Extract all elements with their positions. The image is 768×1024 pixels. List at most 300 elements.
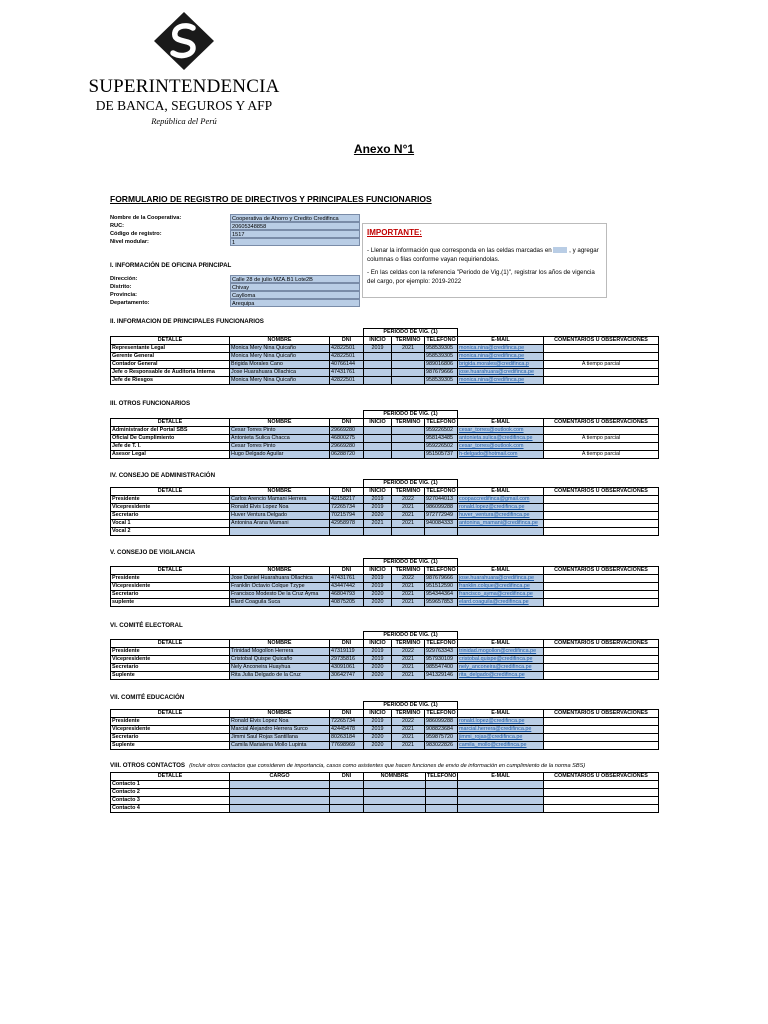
email-cell[interactable] xyxy=(458,781,544,789)
comentarios-cell[interactable] xyxy=(544,512,659,520)
dni-cell[interactable]: 42822501 xyxy=(330,353,364,361)
inicio-cell[interactable] xyxy=(364,353,392,361)
department-label: Departamento: xyxy=(110,300,150,306)
table-consejo-vigilancia xyxy=(110,558,659,607)
termino-cell[interactable]: 2021 xyxy=(392,672,425,680)
nombre-cell[interactable]: Rita Julia Delgado de la Cruz xyxy=(230,672,330,680)
email-cell[interactable]: jose.huarahuara@credifinca.pe xyxy=(458,369,544,377)
annex-title: Anexo N°1 xyxy=(353,142,415,156)
section-title-consejo-administracion: IV. CONSEJO DE ADMINISTRACIÓN xyxy=(110,472,216,479)
email-cell[interactable]: monica.nina@credifinca.pe xyxy=(458,345,544,353)
termino-cell[interactable] xyxy=(392,451,425,459)
header-email: E-MAIL xyxy=(458,710,544,718)
contacts-section-title: VIII. OTROS CONTACTOS (Incluir otros contactos que consideren de importancia, casos como asistentes que hacen funciones de envio de información en cumplimiento de la norma SBS) xyxy=(110,762,586,769)
telefono-cell[interactable]: 959226502 xyxy=(425,427,458,435)
termino-cell[interactable]: 2022 xyxy=(392,496,425,504)
province-label: Provincia: xyxy=(110,292,138,298)
comentarios-cell[interactable] xyxy=(544,797,659,805)
header-termino: TERMINO xyxy=(392,419,425,427)
dni-cell[interactable]: 29669280 xyxy=(330,427,364,435)
telefono-cell[interactable]: 958539305 xyxy=(425,377,458,385)
table-otros-funcionarios xyxy=(110,410,659,459)
inicio-cell[interactable]: 2019 xyxy=(364,656,392,664)
comentarios-cell[interactable] xyxy=(544,599,659,607)
email-cell[interactable] xyxy=(458,789,544,797)
ruc-field[interactable]: 20605348858 xyxy=(230,222,360,230)
contact-row xyxy=(111,797,659,805)
comentarios-cell[interactable] xyxy=(544,520,659,528)
email-cell[interactable]: jimmi_rojas@credifinca.pe xyxy=(458,734,544,742)
address-label: Dirección: xyxy=(110,276,138,282)
inicio-cell[interactable]: 2019 xyxy=(364,345,392,353)
nombre-cell[interactable]: Cristobal Quispe Quicaño xyxy=(230,656,330,664)
nombre-cell[interactable]: Monica Mery Nina Quicaño xyxy=(230,377,330,385)
detalle-cell: Vicepresidente xyxy=(111,726,230,734)
email-cell[interactable]: trinidad.mogollon@credifinca.pe xyxy=(458,648,544,656)
inicio-cell[interactable]: 2019 xyxy=(364,496,392,504)
coop-name-field[interactable]: Cooperativa de Ahorro y Credito Credifinca xyxy=(230,214,360,222)
header-inicio: INICIO xyxy=(364,710,392,718)
inicio-cell[interactable]: 2019 xyxy=(364,726,392,734)
nombre-cell[interactable]: Cesar Torres Pinto xyxy=(230,443,330,451)
detalle-cell: Vocal 1 xyxy=(111,520,230,528)
email-cell[interactable]: nely_anconeira@credifinca.pe xyxy=(458,664,544,672)
dni-cell[interactable] xyxy=(330,781,364,789)
comentarios-cell[interactable]: A tiempo parcial xyxy=(544,361,659,369)
email-cell[interactable]: ronald.lopez@credifinca.pe xyxy=(458,504,544,512)
detalle-cell: Representante Legal xyxy=(111,345,230,353)
header-comentarios: COMENTARIOS U OBSERVACIONES xyxy=(544,488,659,496)
period-header: PERIODO DE VIG. (1) xyxy=(364,632,458,640)
nombre-cell[interactable]: Carlos Arencio Mamani Herrera xyxy=(230,496,330,504)
inicio-cell[interactable]: 2020 xyxy=(364,664,392,672)
contact-row xyxy=(111,789,659,797)
detalle-cell: Contador General xyxy=(111,361,230,369)
cargo-cell[interactable] xyxy=(230,797,330,805)
email-cell[interactable]: coopaccredifinca@gmail.com xyxy=(458,496,544,504)
comentarios-cell[interactable] xyxy=(544,789,659,797)
contact-label: Contacto 4 xyxy=(111,805,230,813)
nombre-cell[interactable]: Cesar Torres Pinto xyxy=(230,427,330,435)
email-cell[interactable] xyxy=(458,797,544,805)
registry-code-field[interactable]: 1517 xyxy=(230,230,360,238)
nombre-cell[interactable]: Elard Coaguila Suca xyxy=(230,599,330,607)
email-cell[interactable]: marcial.herrera@credifinca.pe xyxy=(458,726,544,734)
email-cell[interactable]: huver_ventura@credifinca.pe xyxy=(458,512,544,520)
cargo-cell[interactable] xyxy=(230,781,330,789)
nombre-cell[interactable]: Franklin Octavio Colque Tzype xyxy=(230,583,330,591)
comentarios-cell[interactable] xyxy=(544,718,659,726)
comentarios-cell[interactable] xyxy=(544,656,659,664)
comentarios-cell[interactable] xyxy=(544,734,659,742)
telefono-cell[interactable] xyxy=(426,797,458,805)
header-termino: TERMINO xyxy=(392,488,425,496)
inicio-cell[interactable]: 2020 xyxy=(364,734,392,742)
termino-cell[interactable]: 2022 xyxy=(392,718,425,726)
dni-cell[interactable]: 42158217 xyxy=(330,496,364,504)
telefono-cell[interactable]: 951505737 xyxy=(425,451,458,459)
dni-cell[interactable]: 46800275 xyxy=(330,435,364,443)
nombre-cell[interactable]: Monica Mery Nina Quicaño xyxy=(230,345,330,353)
inicio-cell[interactable] xyxy=(364,443,392,451)
cargo-cell[interactable] xyxy=(230,789,330,797)
table-row xyxy=(111,435,659,443)
dni-cell[interactable]: 42445478 xyxy=(330,726,364,734)
inicio-cell[interactable] xyxy=(364,377,392,385)
email-cell[interactable]: antonieta.sulica@credifinca.pe xyxy=(458,435,544,443)
contact-label: Contacto 2 xyxy=(111,789,230,797)
email-cell[interactable]: franklin.colque@credifinca.pe xyxy=(458,583,544,591)
termino-cell[interactable]: 2021 xyxy=(392,599,425,607)
email-cell[interactable]: cesar_torres@outlook.com xyxy=(458,443,544,451)
telefono-cell[interactable]: 987679666 xyxy=(425,369,458,377)
termino-cell[interactable] xyxy=(392,443,425,451)
telefono-cell[interactable]: 986099288 xyxy=(425,504,458,512)
termino-cell[interactable]: 2021 xyxy=(392,583,425,591)
detalle-cell: Suplente xyxy=(111,672,230,680)
dni-cell[interactable]: 29735816 xyxy=(330,656,364,664)
email-cell[interactable]: jose.huarahuara@credifinca.pe xyxy=(458,575,544,583)
table-row xyxy=(111,369,659,377)
period-header-row xyxy=(111,702,659,710)
termino-cell[interactable]: 2021 xyxy=(392,520,425,528)
important-line-1: - Llenar la información que corresponda en las celdas marcadas en , y agregar columnas o filas conforme vayan requiriendolas. xyxy=(367,247,599,263)
comentarios-cell[interactable]: A tiempo parcial xyxy=(544,435,659,443)
inicio-cell[interactable]: 2019 xyxy=(364,504,392,512)
email-cell[interactable]: elard.coaguila@credifinca.pe xyxy=(458,599,544,607)
inicio-cell[interactable]: 2019 xyxy=(364,575,392,583)
dni-cell[interactable]: 47431761 xyxy=(330,369,364,377)
header-nombre: NOMBRE xyxy=(230,419,330,427)
header-telefono: TELÉFONO xyxy=(426,640,456,646)
section-title-comite-electoral: VI. COMITÉ ELECTORAL xyxy=(110,622,183,629)
header-comentarios: COMENTARIOS U OBSERVACIONES xyxy=(544,337,659,345)
header-comentarios: COMENTARIOS U OBSERVACIONES xyxy=(544,640,659,648)
telefono-cell[interactable]: 940084333 xyxy=(425,520,458,528)
nombre-cell[interactable] xyxy=(364,789,426,797)
dni-cell[interactable]: 43447442 xyxy=(330,583,364,591)
table-consejo-administracion xyxy=(110,479,659,536)
dni-cell[interactable]: 30642747 xyxy=(330,672,364,680)
table-row xyxy=(111,718,659,726)
contact-row xyxy=(111,805,659,813)
table-row xyxy=(111,377,659,385)
telefono-cell[interactable]: 908823684 xyxy=(425,726,458,734)
district-label: Distrito: xyxy=(110,284,132,290)
dni-cell[interactable]: 72265734 xyxy=(330,504,364,512)
telefono-cell[interactable]: 941329146 xyxy=(425,672,458,680)
period-header-row xyxy=(111,329,659,337)
header-telefono: TELÉFONO xyxy=(427,773,457,779)
email-cell[interactable]: cesar_torres@outlook.com xyxy=(458,427,544,435)
nombre-cell[interactable]: Trinidad Mogollon Herrera xyxy=(230,648,330,656)
header-inicio: INICIO xyxy=(364,640,392,648)
table-row xyxy=(111,443,659,451)
detalle-cell: Vicepresidente xyxy=(111,504,230,512)
contacts-table xyxy=(110,772,659,813)
table-row xyxy=(111,648,659,656)
dni-cell[interactable]: 77698969 xyxy=(330,742,364,750)
cargo-cell[interactable] xyxy=(230,805,330,813)
detalle-cell: Gerente General xyxy=(111,353,230,361)
nombre-cell[interactable]: Antonina Arana Mamani xyxy=(230,520,330,528)
header-row xyxy=(111,640,659,648)
telefono-cell[interactable]: 958539305 xyxy=(425,353,458,361)
dni-cell[interactable]: 47319119 xyxy=(330,648,364,656)
telefono-cell[interactable] xyxy=(426,789,458,797)
dni-cell[interactable]: 72265734 xyxy=(330,718,364,726)
nombre-cell[interactable] xyxy=(364,781,426,789)
termino-cell[interactable] xyxy=(392,377,425,385)
termino-cell[interactable]: 2021 xyxy=(392,504,425,512)
telefono-cell[interactable] xyxy=(426,781,458,789)
dni-cell[interactable] xyxy=(330,528,364,536)
header-termino: TERMINO xyxy=(392,640,425,648)
inicio-cell[interactable]: 2020 xyxy=(364,599,392,607)
modular-level-field[interactable]: 1 xyxy=(230,238,360,246)
nombre-cell[interactable]: Monica Mery Nina Quicaño xyxy=(230,353,330,361)
table-row xyxy=(111,672,659,680)
header-row xyxy=(111,419,659,427)
termino-cell[interactable]: 2021 xyxy=(392,345,425,353)
brand-country: República del Perú xyxy=(151,116,217,126)
email-cell[interactable] xyxy=(458,528,544,536)
email-cell[interactable]: brigida.morales@credifinca.p xyxy=(458,361,544,369)
period-header-row xyxy=(111,480,659,488)
address-field[interactable]: Calle 28 de julio MZA.B1 Lote2B xyxy=(230,275,360,283)
period-header-row xyxy=(111,632,659,640)
nombre-cell[interactable]: Hugo Delgado Aguilar xyxy=(230,451,330,459)
detalle-cell: Administrador del Portal SBS xyxy=(111,427,230,435)
header-comentarios: COMENTARIOS U OBSERVACIONES xyxy=(544,567,659,575)
dni-cell[interactable]: 42822501 xyxy=(330,345,364,353)
nombre-cell[interactable]: Brigida Morales Cano xyxy=(230,361,330,369)
comentarios-cell[interactable] xyxy=(544,427,659,435)
termino-cell[interactable] xyxy=(392,353,425,361)
nombre-cell[interactable]: Huver Ventura Delgado xyxy=(230,512,330,520)
termino-cell[interactable] xyxy=(392,435,425,443)
detalle-cell: Presidente xyxy=(111,648,230,656)
email-cell[interactable] xyxy=(458,805,544,813)
email-cell[interactable]: camila_mollo@credifinca.pe xyxy=(458,742,544,750)
header-detalle: DETALLE xyxy=(111,640,230,648)
inicio-cell[interactable] xyxy=(364,361,392,369)
header-dni: DNI xyxy=(330,337,364,345)
telefono-cell[interactable]: 957930109 xyxy=(425,656,458,664)
inicio-cell[interactable] xyxy=(364,427,392,435)
telefono-cell[interactable] xyxy=(426,805,458,813)
dni-cell[interactable] xyxy=(330,805,364,813)
comentarios-cell[interactable] xyxy=(544,496,659,504)
detalle-cell: Oficial De Cumplimiento xyxy=(111,435,230,443)
telefono-cell[interactable] xyxy=(425,528,458,536)
nombre-cell[interactable]: Camila Marialena Mollo Lupinta xyxy=(230,742,330,750)
header-nombre: NOMBRE xyxy=(230,337,330,345)
comentarios-cell[interactable] xyxy=(544,528,659,536)
dni-cell[interactable]: 80263184 xyxy=(330,734,364,742)
termino-cell[interactable]: 2021 xyxy=(392,726,425,734)
header-email: E-MAIL xyxy=(458,419,544,427)
header-row xyxy=(111,337,659,345)
termino-cell[interactable]: 2021 xyxy=(392,512,425,520)
inicio-cell[interactable]: 2020 xyxy=(364,672,392,680)
termino-cell[interactable]: 2021 xyxy=(392,742,425,750)
nombre-cell[interactable] xyxy=(230,528,330,536)
detalle-cell: Secretario xyxy=(111,512,230,520)
inicio-cell[interactable] xyxy=(364,451,392,459)
header-email: E-MAIL xyxy=(458,488,544,496)
email-cell[interactable]: francisco_ayma@credifinca.pe xyxy=(458,591,544,599)
comentarios-cell[interactable] xyxy=(544,591,659,599)
detalle-cell: Jefe de T. I. xyxy=(111,443,230,451)
telefono-cell[interactable]: 985547400 xyxy=(425,664,458,672)
termino-cell[interactable]: 2021 xyxy=(392,664,425,672)
nombre-cell[interactable]: Ronald Elvis Lopez Noa xyxy=(230,718,330,726)
inicio-cell[interactable] xyxy=(364,435,392,443)
inicio-cell[interactable]: 2020 xyxy=(364,591,392,599)
table-row xyxy=(111,583,659,591)
telefono-cell[interactable]: 958143485 xyxy=(425,435,458,443)
header-nombre: NOMBRE xyxy=(230,567,330,575)
dni-cell[interactable]: 70215794 xyxy=(330,512,364,520)
termino-cell[interactable] xyxy=(392,528,425,536)
header-dni: DNI xyxy=(330,488,364,496)
nombre-cell[interactable]: Antonieta Sulica Chacca xyxy=(230,435,330,443)
nombre-cell[interactable]: Francisco Modesto De la Cruz Ayma xyxy=(230,591,330,599)
table-row xyxy=(111,520,659,528)
section-title-funcionarios: II. INFORMACION DE PRINCIPALES FUNCIONARIOS xyxy=(110,318,264,325)
table-row xyxy=(111,361,659,369)
comentarios-cell[interactable] xyxy=(544,369,659,377)
telefono-cell[interactable]: 959657853 xyxy=(425,599,458,607)
dni-cell[interactable]: 06288720 xyxy=(330,451,364,459)
header-dni: DNI xyxy=(330,640,364,648)
comentarios-cell[interactable] xyxy=(544,781,659,789)
comentarios-cell[interactable] xyxy=(544,575,659,583)
inicio-cell[interactable]: 2021 xyxy=(364,520,392,528)
comentarios-cell[interactable] xyxy=(544,345,659,353)
comentarios-cell[interactable]: A tiempo parcial xyxy=(544,451,659,459)
telefono-cell[interactable]: 929763343 xyxy=(425,648,458,656)
telefono-cell[interactable]: 989016806 xyxy=(425,361,458,369)
table-row xyxy=(111,575,659,583)
header-comentarios: COMENTARIOS U OBSERVACIONES xyxy=(544,773,659,781)
termino-cell[interactable] xyxy=(392,369,425,377)
email-cell[interactable]: antonina_mamani@credifinca.pe xyxy=(458,520,544,528)
email-cell[interactable]: cristobal.quispe@credifinca.pe xyxy=(458,656,544,664)
telefono-cell[interactable]: 954344364 xyxy=(425,591,458,599)
telefono-cell[interactable]: 927044013 xyxy=(425,496,458,504)
dni-cell[interactable] xyxy=(330,789,364,797)
nombre-cell[interactable]: Jimmi Saul Rojas Santillana xyxy=(230,734,330,742)
header-email: E-MAIL xyxy=(458,640,544,648)
office-section-title: I. INFORMACIÓN DE OFICINA PRINCIPAL xyxy=(110,262,232,269)
email-cell[interactable]: monica.nina@credifinca.pe xyxy=(458,353,544,361)
termino-cell[interactable]: 2022 xyxy=(392,575,425,583)
termino-cell[interactable]: 2021 xyxy=(392,591,425,599)
inicio-cell[interactable]: 2020 xyxy=(364,512,392,520)
nombre-cell[interactable]: Jose Daniel Huarahuara Ollachica xyxy=(230,575,330,583)
detalle-cell: Presidente xyxy=(111,718,230,726)
header-detalle: DETALLE xyxy=(111,710,230,718)
termino-cell[interactable]: 2022 xyxy=(392,648,425,656)
comentarios-cell[interactable] xyxy=(544,742,659,750)
dni-cell[interactable]: 40875205 xyxy=(330,599,364,607)
comentarios-cell[interactable] xyxy=(544,583,659,591)
email-cell[interactable]: rita_delgado@credifinca.pe xyxy=(458,672,544,680)
nombre-cell[interactable]: Jose Huarahuara Ollachica xyxy=(230,369,330,377)
comentarios-cell[interactable] xyxy=(544,377,659,385)
dni-cell[interactable] xyxy=(330,797,364,805)
telefono-cell[interactable]: 958539305 xyxy=(425,345,458,353)
inicio-cell[interactable]: 2019 xyxy=(364,648,392,656)
dni-cell[interactable]: 40766144 xyxy=(330,361,364,369)
period-header: PERIODO DE VIG. (1) xyxy=(364,329,458,337)
inicio-cell[interactable]: 2020 xyxy=(364,742,392,750)
comentarios-cell[interactable] xyxy=(544,504,659,512)
nombre-cell[interactable] xyxy=(364,805,426,813)
nombre-cell[interactable]: Marcial Alejandro Herrera Surco xyxy=(230,726,330,734)
telefono-cell[interactable]: 983022826 xyxy=(425,742,458,750)
email-cell[interactable]: h-delgado@hotmail.com xyxy=(458,451,544,459)
inicio-cell[interactable]: 2019 xyxy=(364,718,392,726)
comentarios-cell[interactable] xyxy=(544,805,659,813)
telefono-cell[interactable]: 959226502 xyxy=(425,443,458,451)
header-telefono: TELÉFONO xyxy=(426,337,456,343)
comentarios-cell[interactable] xyxy=(544,726,659,734)
section-title-consejo-vigilancia: V. CONSEJO DE VIGILANCIA xyxy=(110,549,196,556)
dni-cell[interactable]: 42958978 xyxy=(330,520,364,528)
inicio-cell[interactable]: 2019 xyxy=(364,583,392,591)
email-cell[interactable]: ronald.lopez@credifinca.pe xyxy=(458,718,544,726)
nombre-cell[interactable] xyxy=(364,797,426,805)
comentarios-cell[interactable] xyxy=(544,664,659,672)
table-row xyxy=(111,656,659,664)
table-row xyxy=(111,504,659,512)
nombre-cell[interactable]: Nely Anconeira Huayhua xyxy=(230,664,330,672)
termino-cell[interactable] xyxy=(392,427,425,435)
coop-name-label: Nombre de la Cooperativa: xyxy=(110,215,182,221)
province-field[interactable]: Caylloma xyxy=(230,291,360,299)
termino-cell[interactable]: 2021 xyxy=(392,656,425,664)
dni-cell[interactable]: 29669280 xyxy=(330,443,364,451)
department-field[interactable]: Arequipa xyxy=(230,299,360,307)
dni-cell[interactable]: 43091061 xyxy=(330,664,364,672)
inicio-cell[interactable] xyxy=(364,528,392,536)
header-termino: TERMINO xyxy=(392,710,425,718)
comentarios-cell[interactable] xyxy=(544,648,659,656)
nombre-cell[interactable]: Ronald Elvis Lopez Noa xyxy=(230,504,330,512)
telefono-cell[interactable]: 959875720 xyxy=(425,734,458,742)
dni-cell[interactable]: 42822501 xyxy=(330,377,364,385)
district-field[interactable]: Chivay xyxy=(230,283,360,291)
header-detalle: DETALLE xyxy=(111,337,230,345)
contact-label: Contacto 3 xyxy=(111,797,230,805)
telefono-cell[interactable]: 987679666 xyxy=(425,575,458,583)
telefono-cell[interactable]: 972772949 xyxy=(425,512,458,520)
dni-cell[interactable]: 46804793 xyxy=(330,591,364,599)
telefono-cell[interactable]: 986099288 xyxy=(425,718,458,726)
dni-cell[interactable]: 47431761 xyxy=(330,575,364,583)
termino-cell[interactable]: 2021 xyxy=(392,734,425,742)
comentarios-cell[interactable] xyxy=(544,353,659,361)
email-cell[interactable]: monica.nina@credifinca.pe xyxy=(458,377,544,385)
comentarios-cell[interactable] xyxy=(544,672,659,680)
comentarios-cell[interactable] xyxy=(544,443,659,451)
inicio-cell[interactable] xyxy=(364,369,392,377)
termino-cell[interactable] xyxy=(392,361,425,369)
telefono-cell[interactable]: 951512590 xyxy=(425,583,458,591)
